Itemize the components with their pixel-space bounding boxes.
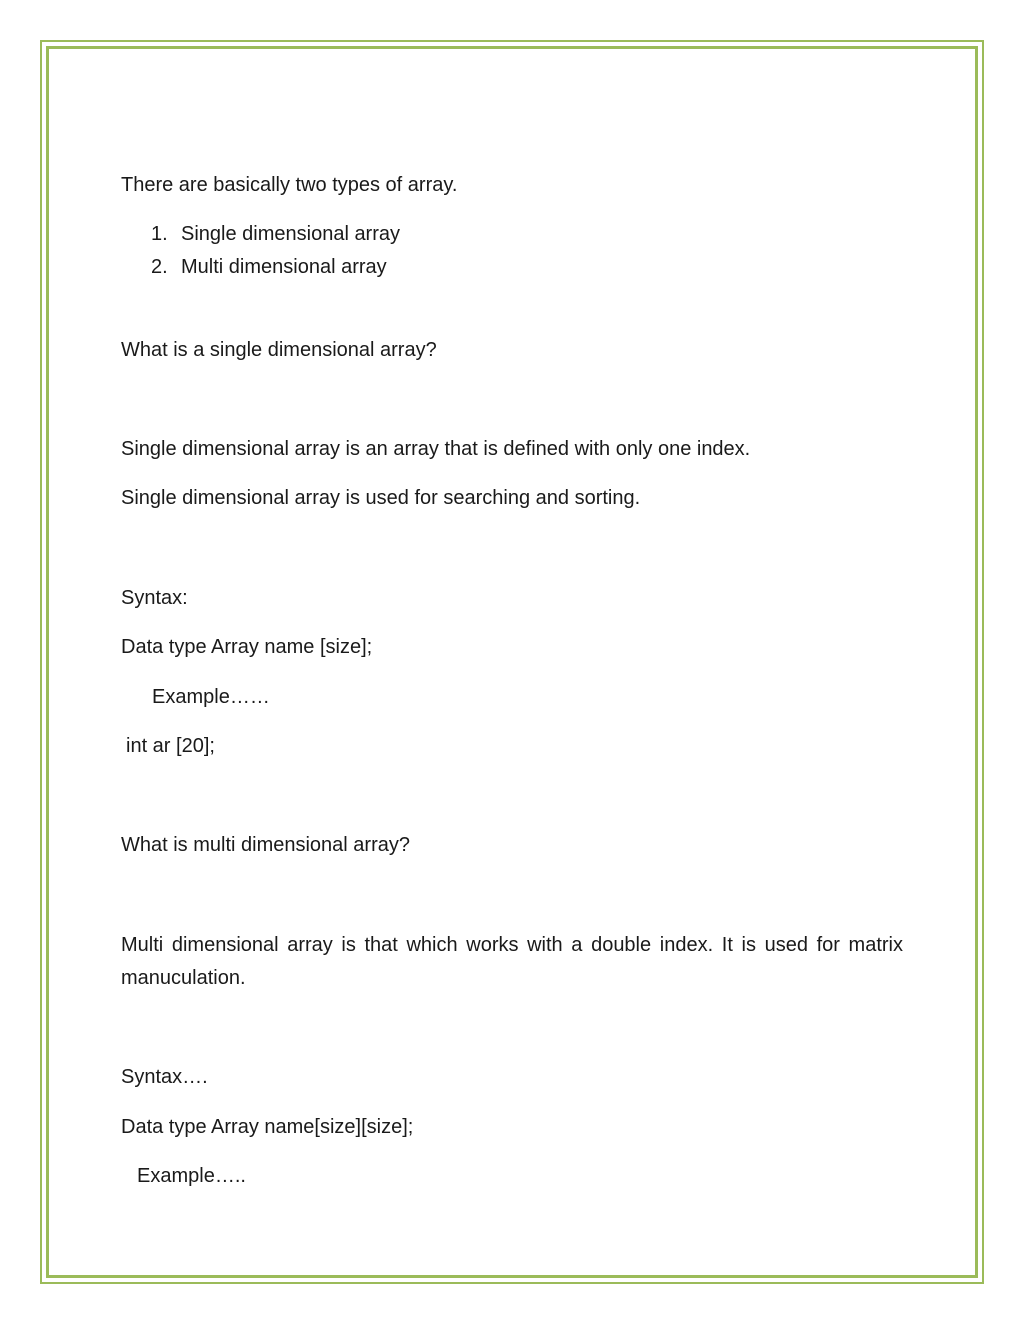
- example-heading-1: Example……: [152, 686, 270, 708]
- example-heading-2: Example…..: [137, 1165, 246, 1187]
- question-single-dimensional: What is a single dimensional array?: [121, 339, 437, 361]
- intro-text: There are basically two types of array.: [121, 174, 458, 196]
- syntax-line-2: Data type Array name[size][size];: [121, 1116, 414, 1138]
- list-item-1-number: 1.: [151, 223, 168, 245]
- list-item-2-number: 2.: [151, 256, 168, 278]
- syntax-line-1: Data type Array name [size];: [121, 636, 373, 658]
- paragraph-single-usage: Single dimensional array is used for searching and sorting.: [121, 487, 641, 509]
- example-code-1: int ar [20];: [126, 735, 215, 757]
- list-item-1-text: Single dimensional array: [181, 223, 401, 245]
- list-item-2-text: Multi dimensional array: [181, 256, 387, 278]
- syntax-heading-1: Syntax:: [121, 587, 188, 609]
- paragraph-single-definition: Single dimensional array is an array that is defined with only one index.: [121, 438, 751, 460]
- paragraph-multi-definition: Multi dimensional array is that which works with a double index. It is used for matrix manuculation.: [121, 934, 903, 989]
- syntax-heading-2: Syntax….: [121, 1066, 208, 1088]
- question-multi-dimensional: What is multi dimensional array?: [121, 834, 410, 856]
